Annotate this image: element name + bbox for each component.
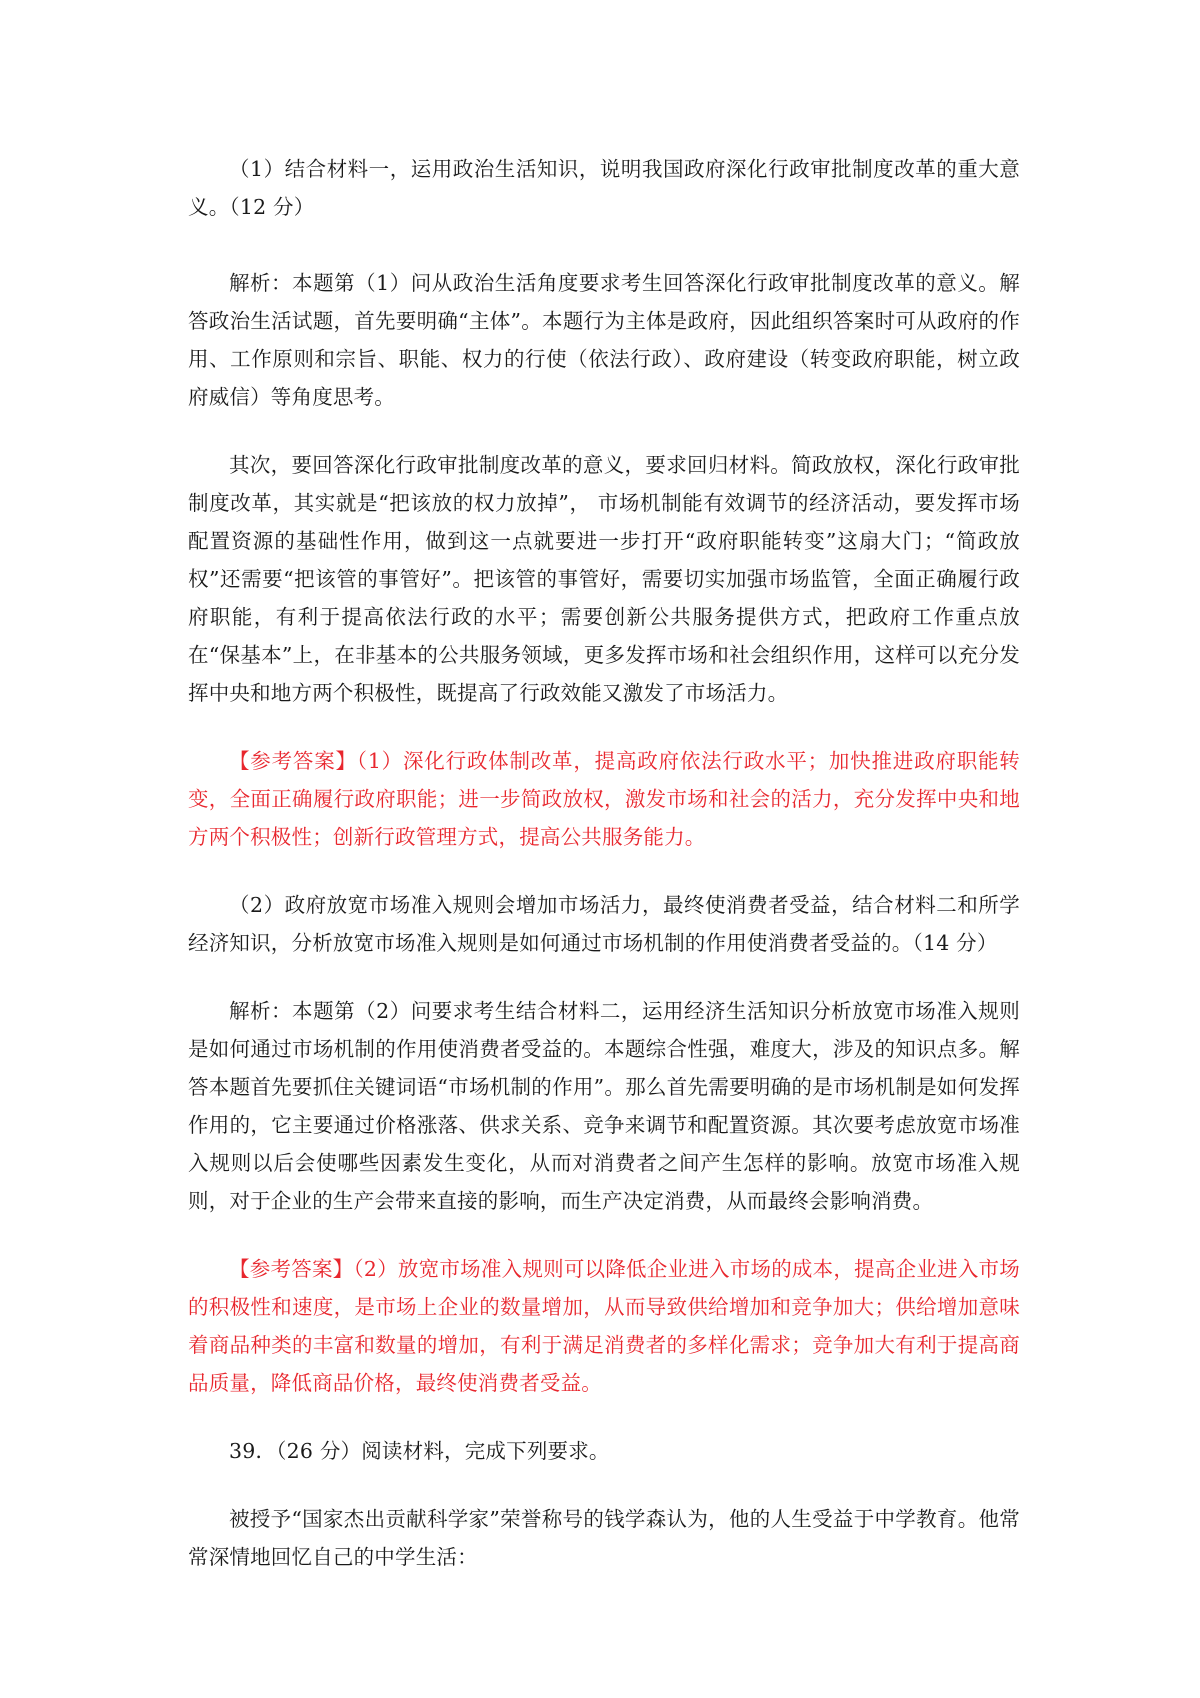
- analysis-1-continued: 其次，要回答深化行政审批制度改革的意义，要求回归材料。简政放权，深化行政审批制度改革，其实就是“把该放的权力放掉”， 市场机制能有效调节的经济活动，要发挥市场配置资源的基础性作用，做到这一点就要进一步打开“政府职能转变”这扇大门；“简政放权”还需要“把该管的事管好”。把该管的事管好，需要切实加强市场监管，全面正确履行政府职能，有利于提高依法行政的水平；需要创新公共服务提供方式，把政府工作重点放在“保基本”上，在非基本的公共服务领域，更多发挥市场和社会组织作用，这样可以充分发挥中央和地方两个积极性，既提高了行政效能又激发了市场活力。: [188, 453, 1020, 705]
- reference-answer-2: 【参考答案】（2）放宽市场准入规则可以降低企业进入市场的成本，提高企业进入市场的积极性和速度，是市场上企业的数量增加，从而导致供给增加和竞争加大；供给增加意味着商品种类的丰富和数量的增加，有利于满足消费者的多样化需求；竞争加大有利于提高商品质量，降低商品价格，最终使消费者受益。: [188, 1257, 1020, 1395]
- analysis-2: 解析：本题第（2）问要求考生结合材料二，运用经济生活知识分析放宽市场准入规则是如何通过市场机制的作用使消费者受益的。本题综合性强，难度大，涉及的知识点多。解答本题首先要抓住关键词语“市场机制的作用”。那么首先需要明确的是市场机制是如何发挥作用的，它主要通过价格涨落、供求关系、竞争来调节和配置资源。其次要考虑放宽市场准入规则以后会使哪些因素发生变化，从而对消费者之间产生怎样的影响。放宽市场准入规则，对于企业的生产会带来直接的影响，而生产决定消费，从而最终会影响消费。: [188, 999, 1020, 1213]
- reference-answer-1: 【参考答案】（1）深化行政体制改革，提高政府依法行政水平；加快推进政府职能转变，全面正确履行政府职能；进一步简政放权，激发市场和社会的活力，充分发挥中央和地方两个积极性；创新行政管理方式，提高公共服务能力。: [188, 749, 1020, 849]
- question-1: （1）结合材料一，运用政治生活知识，说明我国政府深化行政审批制度改革的重大意义。（12 分）: [188, 157, 1020, 219]
- question-2: （2）政府放宽市场准入规则会增加市场活力，最终使消费者受益，结合材料二和所学经济知识，分析放宽市场准入规则是如何通过市场机制的作用使消费者受益的。（14 分）: [188, 893, 1020, 955]
- material-text: 被授予“国家杰出贡献科学家”荣誉称号的钱学森认为，他的人生受益于中学教育。他常常深情地回忆自己的中学生活：: [188, 1507, 1020, 1569]
- question-39: 39．（26 分）阅读材料，完成下列要求。: [229, 1439, 610, 1463]
- document-page: [188, 150, 1020, 1606]
- analysis-1: 解析：本题第（1）问从政治生活角度要求考生回答深化行政审批制度改革的意义。解答政治生活试题，首先要明确“主体”。本题行为主体是政府，因此组织答案时可从政府的作用、工作原则和宗旨、职能、权力的行使（依法行政）、政府建设（转变政府职能，树立政府威信）等角度思考。: [188, 271, 1020, 409]
